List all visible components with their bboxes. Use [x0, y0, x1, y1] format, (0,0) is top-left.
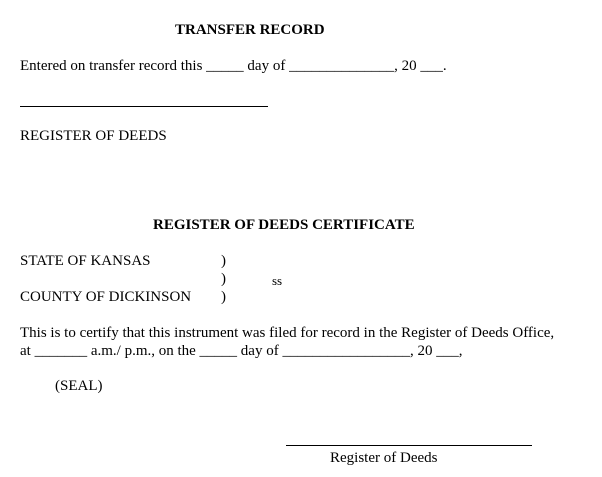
- certify-line-2: at _______ a.m./ p.m., on the _____ day of _________________, 20 ___,: [20, 343, 463, 359]
- bracket-3: ): [221, 289, 226, 305]
- register-of-deeds-label: REGISTER OF DEEDS: [20, 128, 167, 144]
- certificate-signer-label: Register of Deeds: [330, 450, 438, 466]
- certify-line-1: This is to certify that this instrument was filed for record in the Register of Deeds Office,: [20, 325, 555, 341]
- county-label: COUNTY OF DICKINSON: [20, 289, 192, 305]
- ss-label: ss: [272, 273, 283, 288]
- certificate-signature-line: [286, 445, 532, 446]
- state-label: STATE OF KANSAS: [20, 253, 151, 269]
- transfer-record-entry-line: Entered on transfer record this _____ day of ______________, 20 ___.: [20, 58, 447, 74]
- seal-label: (SEAL): [55, 378, 103, 394]
- bracket-1: ): [221, 253, 226, 269]
- certificate-title: REGISTER OF DEEDS CERTIFICATE: [153, 217, 415, 233]
- register-signature-line: [20, 106, 268, 107]
- transfer-record-title: TRANSFER RECORD: [175, 22, 325, 38]
- bracket-2: ): [221, 271, 226, 287]
